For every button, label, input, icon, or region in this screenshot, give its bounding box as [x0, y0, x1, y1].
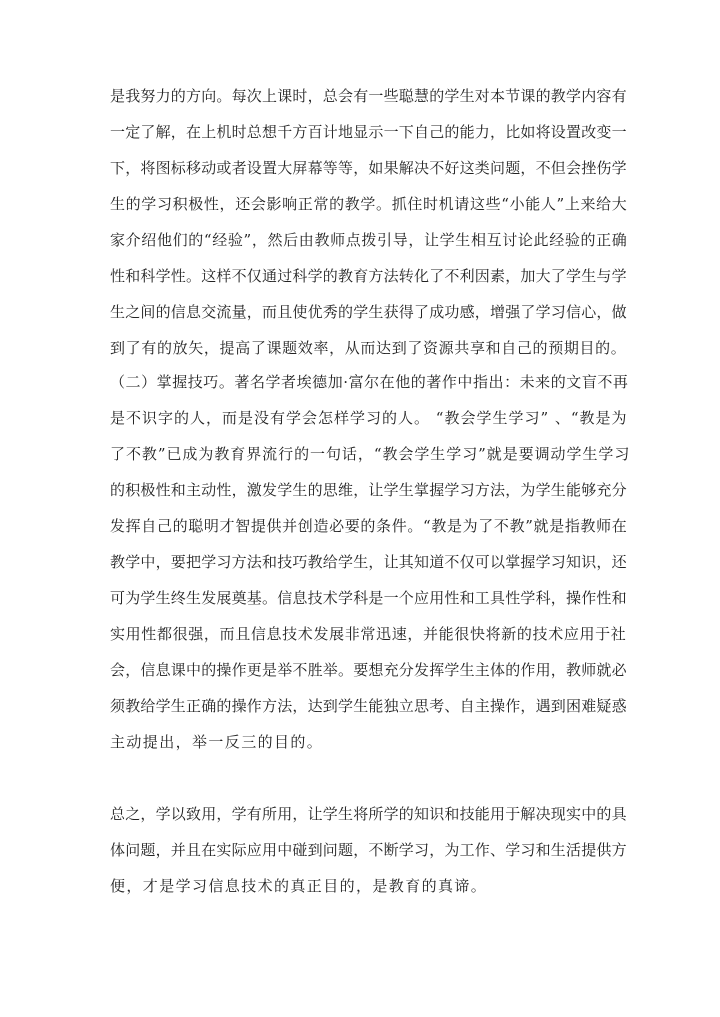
text-line: 体问题，并且在实际应用中碰到问题，不断学习，为工作、学习和生活提供方	[110, 841, 627, 859]
text-line: 的积极性和主动性，激发学生的思维，让学生掌握学习方法，为学生能够充分	[110, 481, 627, 499]
text-line: （二）掌握技巧。著名学者埃德加·富尔在他的著作中指出：未来的文盲不再	[110, 373, 629, 391]
text-line: 可为学生终生发展奠基。信息技术学科是一个应用性和工具性学科，操作性和	[110, 589, 627, 607]
text-line: 便，才是学习信息技术的真正目的，是教育的真谛。	[110, 877, 488, 895]
text-line: 会，信息课中的操作更是举不胜举。要想充分发挥学生主体的作用，教师就必	[110, 661, 627, 679]
text-line: 了不教”已成为教育界流行的一句话，“教会学生学习”就是要调动学生学习	[110, 445, 631, 463]
text-line: 是我努力的方向。每次上课时，总会有一些聪慧的学生对本节课的教学内容有	[110, 87, 627, 105]
text-line: 性和科学性。这样不仅通过科学的教育方法转化了不利因素，加大了学生与学	[110, 267, 627, 285]
text-line: 教学中，要把学习方法和技巧教给学生，让其知道不仅可以掌握学习知识，还	[110, 553, 627, 571]
text-line: 生之间的信息交流量，而且使优秀的学生获得了成功感，增强了学习信心，做	[110, 303, 627, 321]
text-line: 发挥自己的聪明才智提供并创造必要的条件。“教是为了不教”就是指教师在	[110, 517, 628, 535]
text-line: 总之，学以致用，学有所用，让学生将所学的知识和技能用于解决现实中的具	[110, 805, 627, 823]
text-line: 主动提出，举一反三的目的。	[110, 733, 324, 751]
text-line: 是不识字的人，而是没有学会怎样学习的人。 “教会学生学习” 、“教是为	[110, 409, 628, 427]
text-line: 实用性都很强，而且信息技术发展非常迅速，并能很快将新的技术应用于社	[110, 625, 627, 643]
text-line: 须教给学生正确的操作方法，达到学生能独立思考、自主操作，遇到困难疑惑	[110, 697, 627, 715]
text-line: 到了有的放矢，提高了课题效率，从而达到了资源共享和自己的预期目的。	[110, 339, 627, 357]
text-line: 下，将图标移动或者设置大屏幕等等，如果解决不好这类问题，不但会挫伤学	[110, 159, 627, 177]
text-line: 家介绍他们的“经验”，然后由教师点拨引导，让学生相互讨论此经验的正确	[110, 231, 628, 249]
text-line: 一定了解，在上机时总想千方百计地显示一下自己的能力，比如将设置改变一	[110, 123, 627, 141]
text-line: 生的学习积极性，还会影响正常的教学。抓住时机请这些“小能人”上来给大	[110, 195, 628, 213]
